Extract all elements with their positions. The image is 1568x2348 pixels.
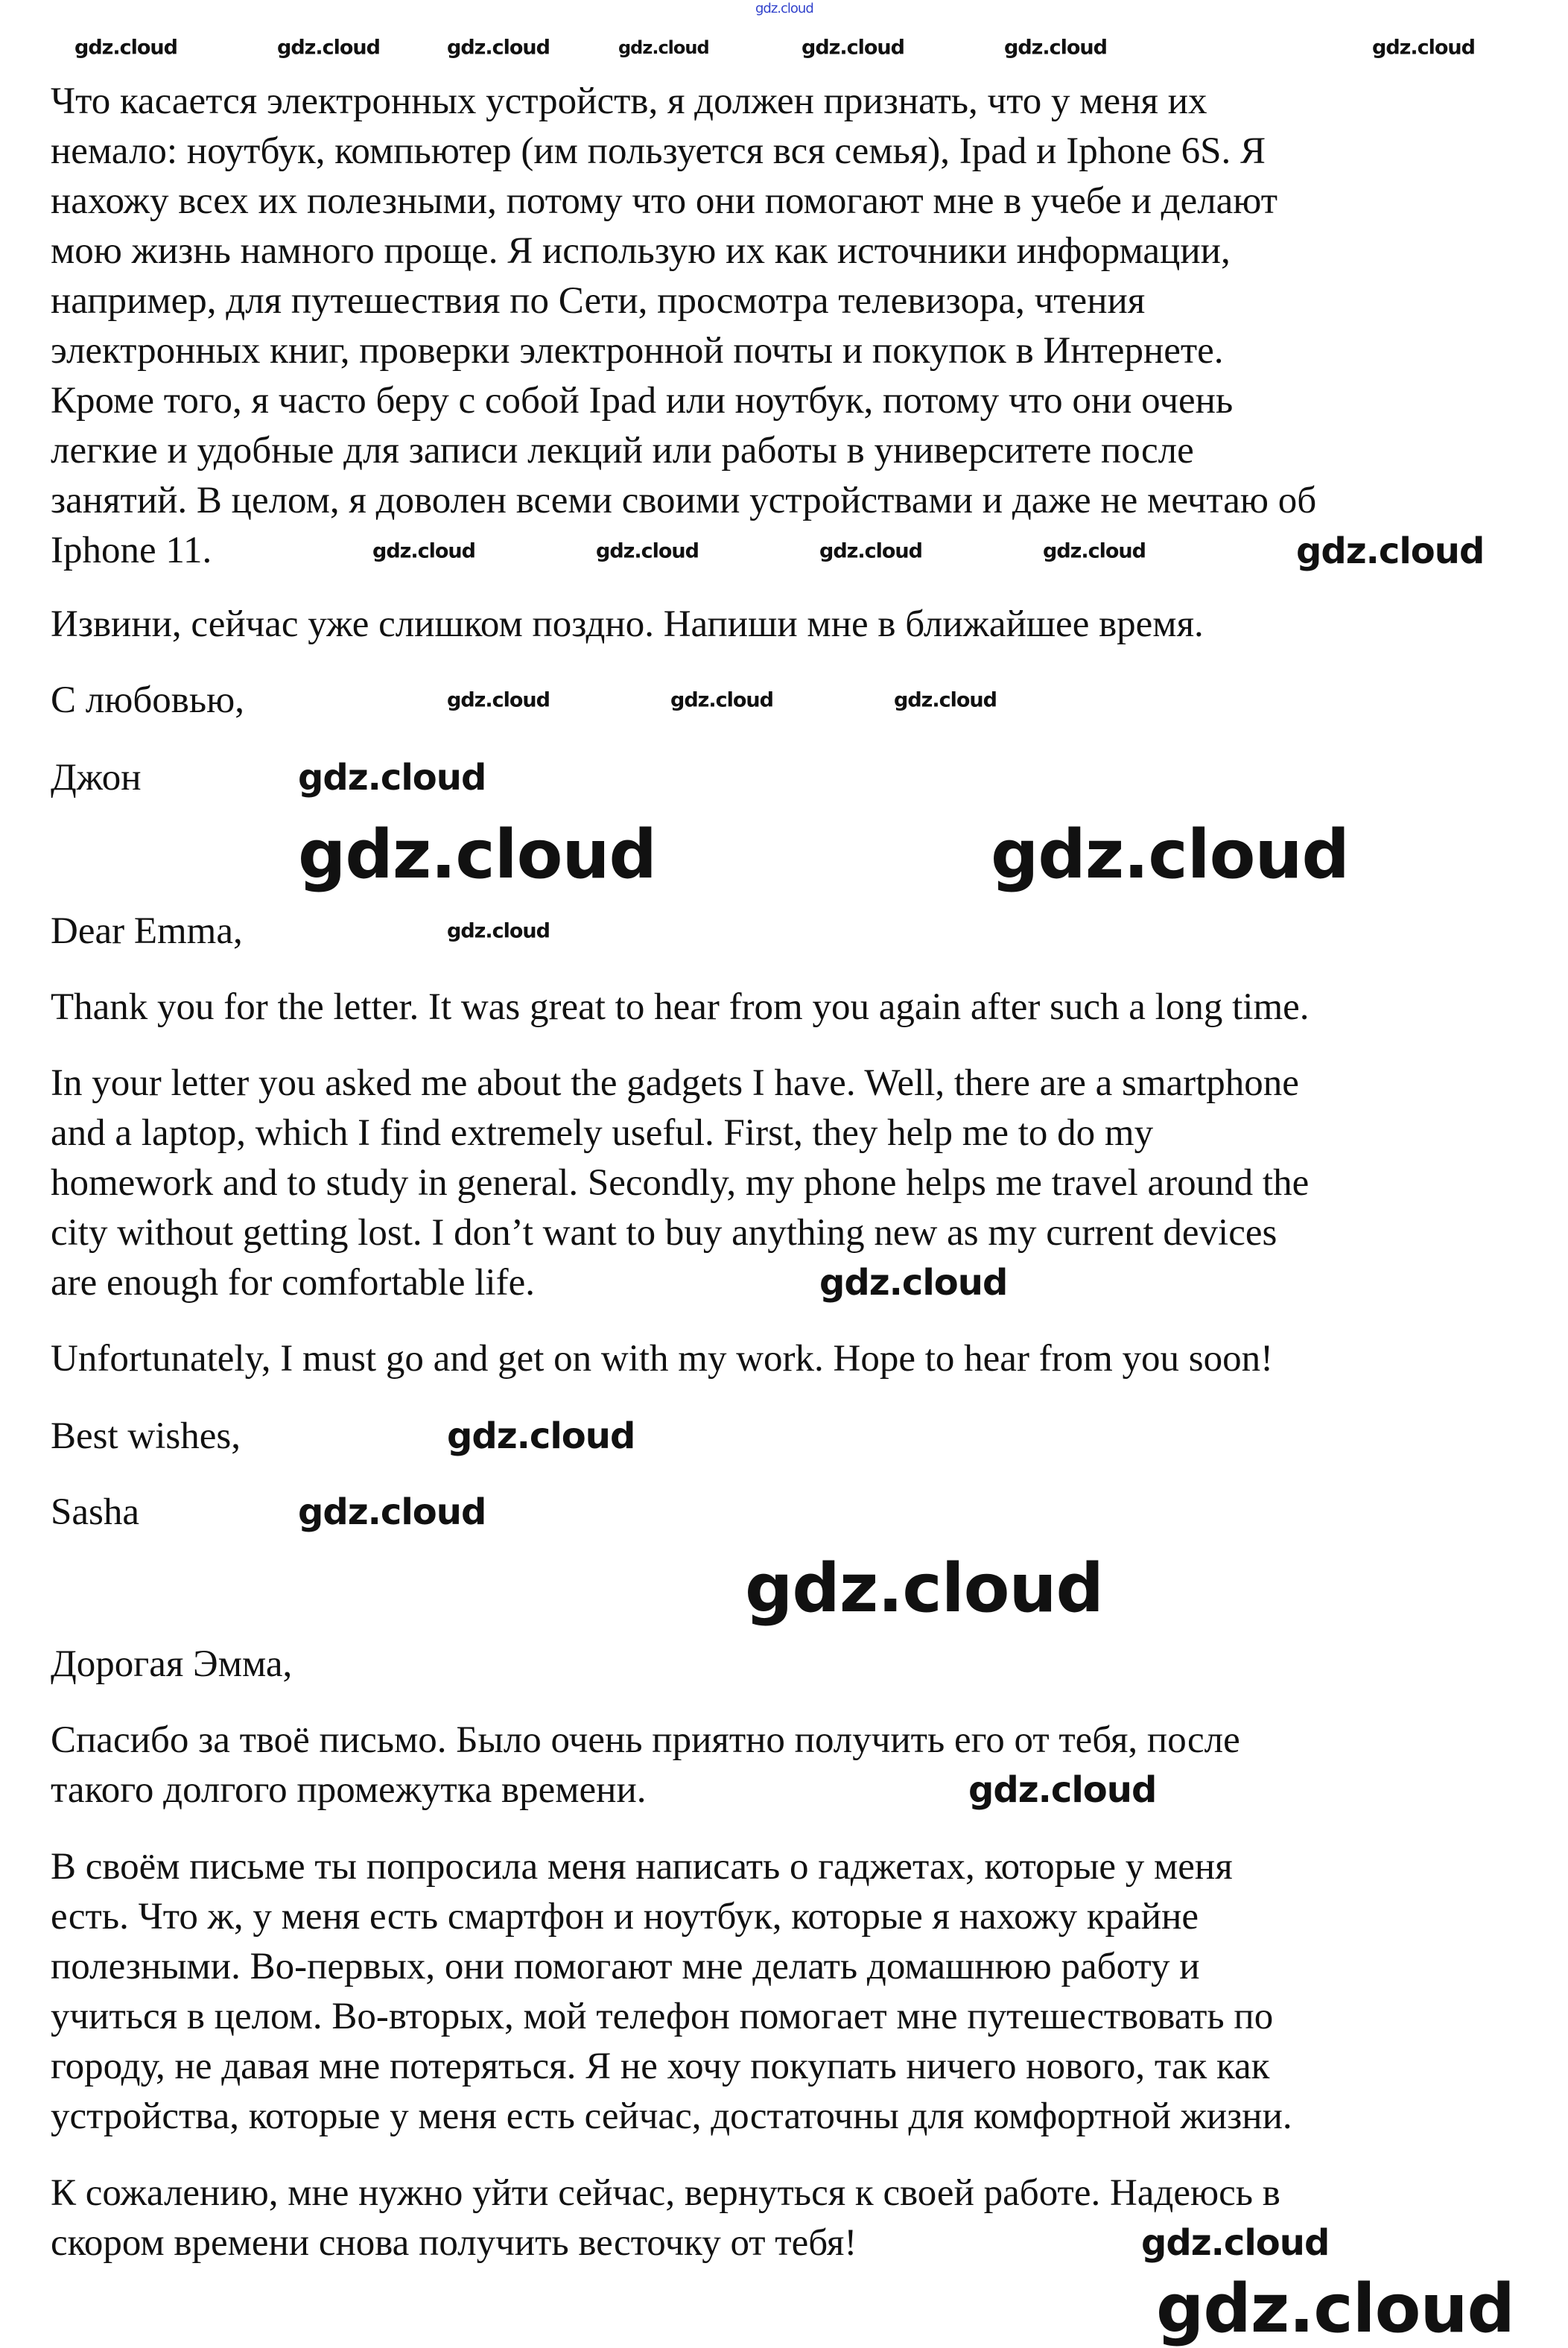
- text-line: Что касается электронных устройств, я должен признать, что у меня их: [51, 80, 1207, 122]
- watermark: gdz.cloud: [277, 36, 380, 60]
- text-line: In your letter you asked me about the gadgets I have. Well, there are a smartphone: [51, 1062, 1299, 1104]
- ru-greeting: Дорогая Эмма,: [51, 1643, 293, 1685]
- watermark: gdz.cloud: [298, 1491, 486, 1533]
- ru-closing: [51, 2168, 1280, 2268]
- watermark: gdz.cloud: [802, 36, 904, 60]
- text-line: Iphone 11.: [51, 530, 212, 571]
- watermark: gdz.cloud: [596, 539, 699, 563]
- en-closing: Unfortunately, I must go and get on with my work. Hope to hear from you soon!: [51, 1338, 1274, 1380]
- watermark: gdz.cloud: [447, 36, 550, 60]
- watermark: gdz.cloud: [298, 816, 656, 894]
- watermark: gdz.cloud: [1372, 36, 1475, 60]
- text-line: Кроме того, я часто беру с собой Ipad или ноутбук, потому что они очень: [51, 380, 1234, 422]
- watermark: gdz.cloud: [968, 1769, 1157, 1811]
- watermark: gdz.cloud: [447, 688, 550, 712]
- text-line: устройства, которые у меня есть сейчас, достаточны для комфортной жизни.: [51, 2095, 1292, 2137]
- text-line: скором времени снова получить весточку от тебя!: [51, 2222, 857, 2264]
- watermark: gdz.cloud: [755, 1, 813, 16]
- watermark: gdz.cloud: [819, 539, 922, 563]
- text-line: электронных книг, проверки электронной почты и покупок в Интернете.: [51, 330, 1224, 372]
- watermark: gdz.cloud: [1141, 2222, 1330, 2264]
- en-greeting: Dear Emma,: [51, 910, 243, 952]
- watermark: gdz.cloud: [991, 816, 1349, 894]
- watermark: gdz.cloud: [298, 757, 486, 799]
- text-line: есть. Что ж, у меня есть смартфон и ноутбук, которые я нахожу крайне: [51, 1896, 1199, 1938]
- text-line: and a laptop, which I find extremely useful. First, they help me to do my: [51, 1112, 1154, 1154]
- watermark: gdz.cloud: [447, 919, 550, 943]
- ru-letter1-signature: Джон: [51, 757, 142, 799]
- text-line: нахожу всех их полезными, потому что они помогают мне в учебе и делают: [51, 180, 1278, 222]
- en-paragraph2: [51, 1059, 1309, 1308]
- text-line: учиться в целом. Во-вторых, мой телефон помогает мне путешествовать по: [51, 1996, 1274, 2037]
- watermark: gdz.cloud: [1043, 539, 1146, 563]
- watermark: gdz.cloud: [618, 37, 709, 58]
- text-line: В своём письме ты попросила меня написать о гаджетах, которые у меня: [51, 1846, 1233, 1888]
- watermark: gdz.cloud: [1156, 2270, 1514, 2348]
- ru-letter1-signoff: С любовью,: [51, 679, 244, 721]
- text-line: полезными. Во-первых, они помогают мне делать домашнюю работу и: [51, 1946, 1200, 1987]
- en-signature: Sasha: [51, 1491, 139, 1533]
- text-line: например, для путешествия по Сети, просмотра телевизора, чтения: [51, 280, 1146, 322]
- watermark: gdz.cloud: [819, 1262, 1008, 1304]
- text-line: занятий. В целом, я доволен всеми своими устройствами и даже не мечтаю об: [51, 480, 1317, 521]
- text-line: такого долгого промежутка времени.: [51, 1769, 647, 1811]
- text-line: Спасибо за твоё письмо. Было очень приятно получить его от тебя, после: [51, 1719, 1240, 1761]
- watermark: gdz.cloud: [670, 688, 773, 712]
- watermark: gdz.cloud: [74, 36, 177, 60]
- text-line: are enough for comfortable life.: [51, 1262, 535, 1304]
- ru-letter1-paragraph: [51, 77, 1316, 576]
- text-line: городу, не давая мне потеряться. Я не хочу покупать ничего нового, так как: [51, 2046, 1270, 2087]
- ru-letter1-closing: Извини, сейчас уже слишком поздно. Напиши мне в ближайшее время.: [51, 603, 1204, 645]
- watermark: gdz.cloud: [745, 1549, 1103, 1628]
- text-line: homework and to study in general. Secondly, my phone helps me travel around the: [51, 1162, 1310, 1204]
- watermark: gdz.cloud: [1004, 36, 1107, 60]
- watermark: gdz.cloud: [372, 539, 475, 563]
- text-line: К сожалению, мне нужно уйти сейчас, вернуться к своей работе. Надеюсь в: [51, 2172, 1280, 2214]
- en-signoff: Best wishes,: [51, 1415, 241, 1457]
- text-line: легкие и удобные для записи лекций или работы в университете после: [51, 430, 1194, 472]
- en-paragraph1: Thank you for the letter. It was great to hear from you again after such a long time.: [51, 986, 1310, 1028]
- watermark: gdz.cloud: [1296, 530, 1485, 572]
- text-line: немало: ноутбук, компьютер (им пользуется вся семья), Ipad и Iphone 6S. Я: [51, 130, 1266, 172]
- text-line: city without getting lost. I don’t want to buy anything new as my current devices: [51, 1212, 1277, 1254]
- watermark: gdz.cloud: [447, 1415, 635, 1457]
- watermark: gdz.cloud: [894, 688, 997, 712]
- ru-paragraph2: [51, 1842, 1292, 2142]
- text-line: мою жизнь намного проще. Я использую их как источники информации,: [51, 230, 1231, 272]
